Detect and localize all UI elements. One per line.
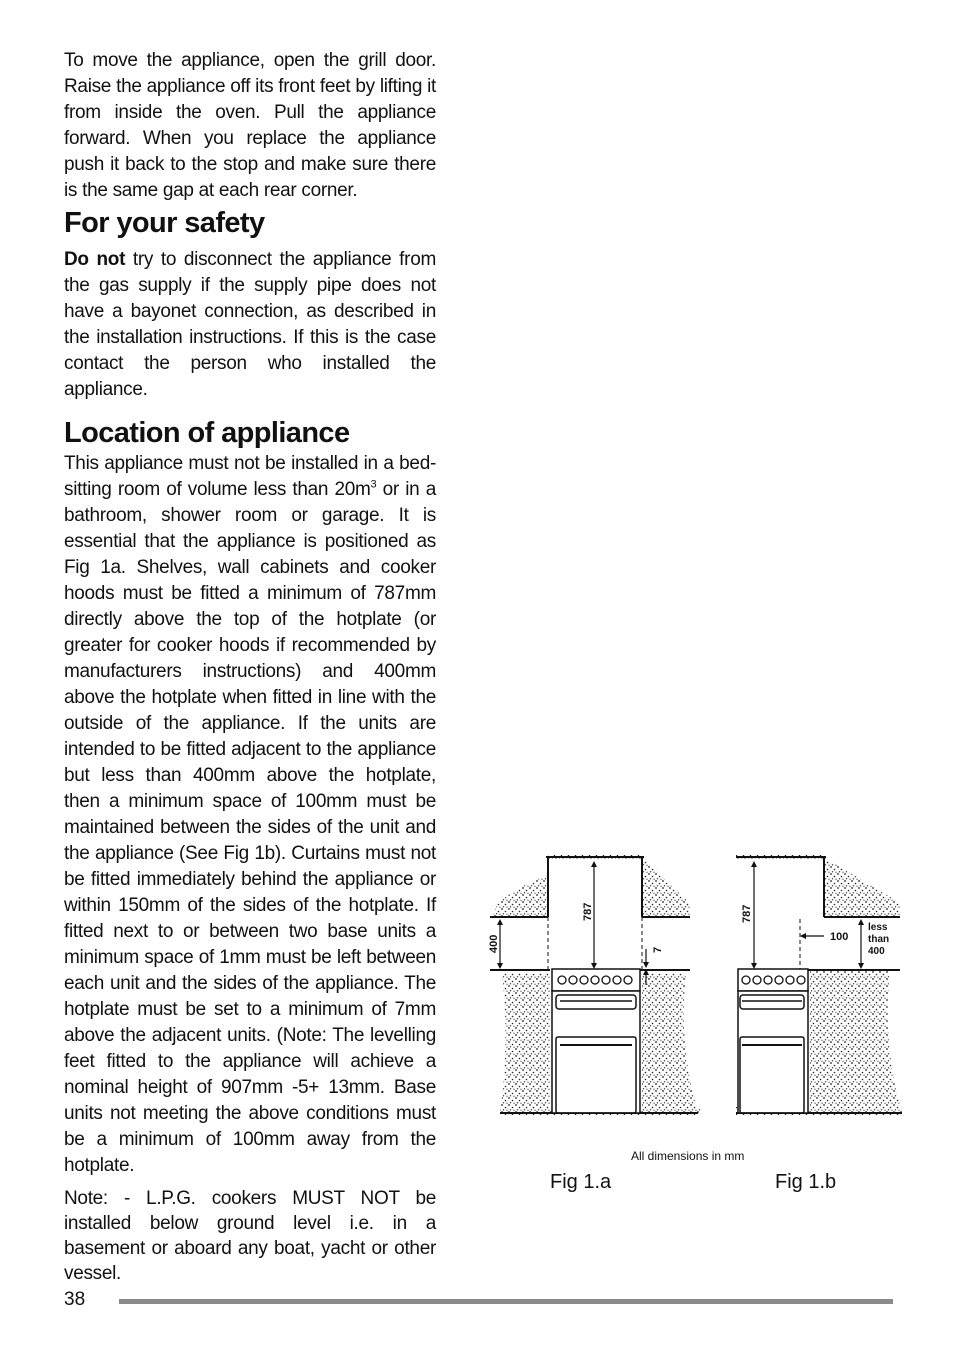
location-text-a: This appliance must not be installed in a bed-sitting room of volume less than 20m — [64, 453, 436, 500]
dim-787-a: 787 — [582, 902, 594, 921]
fig-1a-drawing — [488, 855, 700, 1115]
location-heading: Location of appliance — [64, 417, 350, 449]
dim-787-b: 787 — [741, 904, 753, 923]
dim-7: 7 — [652, 946, 664, 953]
safety-paragraph — [64, 247, 436, 403]
dim-100: 100 — [830, 931, 849, 943]
safety-bold-lead: Do not — [64, 249, 126, 270]
less-than-line-1: less — [868, 922, 888, 933]
dim-400: 400 — [488, 934, 500, 953]
footer-rule — [119, 1299, 893, 1304]
less-than-line-3: 400 — [868, 946, 885, 957]
fig-1b-drawing — [736, 855, 902, 1115]
location-paragraph — [64, 451, 436, 1179]
location-text-b: or in a bathroom, shower room or garage. It is essential that the appliance is positioned as Fig 1a. Shelves, wall cabinets and cooker hoods must be fitted a minimum of 787mm directly above the top of the hotplate (or greater for cooker hoods if recommended by manufacturers instructions) and 400mm above the hotplate when fitted in line with the outside of the appliance. If the units are intended to be fitted adjacent to the appliance but less than 400mm above the hotplate, then a minimum space of 100mm must be maintained between the sides of the unit and the appliance (See Fig 1b). Curtains must not be fitted immediately behind the appliance or within 150mm of the sides of the hotplate. If fitted next to or between two base units a minimum space of 1mm must be left between each unit and the sides of the appliance. The hotplate must be set to a minimum of 7mm above the adjacent units. (Note: The levelling feet fitted to the appliance will achieve a nominal height of 907mm -5+ 13mm. Base units not meeting the above conditions must be a minimum of 100mm away from the hotplate. — [64, 479, 436, 1176]
lpg-note-text: Note: - L.P.G. cookers MUST NOT be installed below ground level i.e. in a basement or aboard any boat, yacht or other vessel. — [64, 1188, 436, 1284]
safety-text: try to disconnect the appliance from the gas supply if the supply pipe does not have a bayonet connection, as described in the installation instructions. If this is the case contact the person who installed the appliance. — [64, 249, 436, 400]
lpg-note — [64, 1186, 436, 1286]
intro-text: To move the appliance, open the grill door. Raise the appliance off its front feet by lifting it from inside the oven. Pull the appliance forward. When you replace the appliance push it back to the stop and make sure there is the same gap at each rear corner. — [64, 50, 436, 201]
fig-1a-label: Fig 1.a — [550, 1171, 612, 1193]
installation-diagram — [480, 845, 910, 1135]
superscript-3: 3 — [370, 478, 377, 491]
intro-paragraph — [64, 48, 436, 204]
page-number: 38 — [64, 1289, 86, 1310]
safety-heading: For your safety — [64, 207, 265, 239]
fig-1b-label: Fig 1.b — [775, 1171, 837, 1193]
dimensions-caption: All dimensions in mm — [631, 1149, 745, 1163]
less-than-line-2: than — [868, 934, 890, 945]
